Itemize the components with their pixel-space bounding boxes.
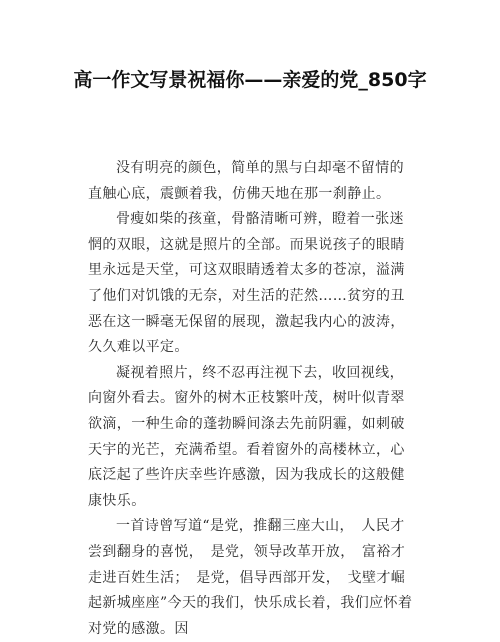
document-body (88, 156, 418, 642)
paragraph: 骨瘦如柴的孩童，骨骼清晰可辨，瞪着一张迷惘的双眼，这就是照片的全部。而果说孩子的眼睛里永远是天堂，可这双眼睛透着太多的苍凉，溢满了他们对饥饿的无奈，对生活的茫然……贫穷的丑恶在这一瞬毫无保留的展现，激起我内心的波涛，久久难以平定。 (88, 211, 405, 356)
paragraph: 凝视着照片，终不忍再注视下去，收回视线，向窗外看去。窗外的树木正枝繁叶茂，树叶似青翠欲滴，一种生命的蓬勃瞬间涤去先前阴霾，如刺破天宇的光芒，充满希望。看着窗外的高楼林立，心底泛起了些许庆幸些许感激，因为我成长的这般健康快乐。 (88, 364, 405, 509)
paragraph: 没有明亮的颜色，简单的黑与白却毫不留情的直触心底，震颤着我，仿佛天地在那一刹静止。 (88, 160, 404, 202)
paragraph: 一首诗曾写道“是党，推翻三座大山， 人民才尝到翻身的喜悦， 是党，领导改革开放， 富裕才走进百姓生活； 是党，倡导西部开发， 戈壁才崛起新城座座”今天的我们，快乐成长着，我们应怀着对党的感激。因 (88, 518, 413, 637)
document-title: 高一作文写景祝福你——亲爱的党_850字 (73, 69, 427, 91)
